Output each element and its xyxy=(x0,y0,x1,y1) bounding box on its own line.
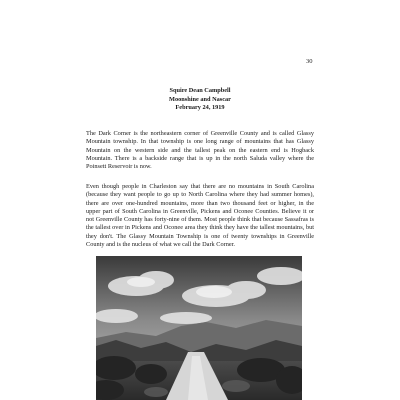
heading-name: Squire Dean Campbell xyxy=(169,87,231,94)
mountain-road-photo xyxy=(96,256,302,400)
heading-date: February 24, 1919 xyxy=(175,104,225,112)
page-number: 30 xyxy=(306,58,313,65)
body-paragraph: The Dark Corner is the northeastern corner of Greenville County and is called Glassy Mountain township. In that township is one long range of mountains that has Glassy Mountain on the western side and the tallest peak on the eastern end is Hogback Mountain. There is a backside range that is up in the north Saluda valley where the Poinsett Reservoir is now. xyxy=(86,130,314,170)
body-paragraph: Even though people in Charleston say that there are no mountains in South Carolina (because they want people to go up to North Carolina where they had summer homes), there are over one-hundred mountains, more than two thousand feet or higher, in the upper part of South Carolina in Greenville, Pickens and Oconee Counties. Believe it or not Greenville County has forty-nine of them. Most people think that because Sassafras is the tallest over in Pickens and Oconee area they think they have the tallest mountains, but they don't. The Glassy Mountain Township is one of twenty townships in Greenville County and is the nucleus of what we call the Dark Corner. xyxy=(86,183,314,248)
heading-subtitle: Moonshine and Nascar xyxy=(169,95,231,103)
chapter-heading xyxy=(100,87,300,113)
